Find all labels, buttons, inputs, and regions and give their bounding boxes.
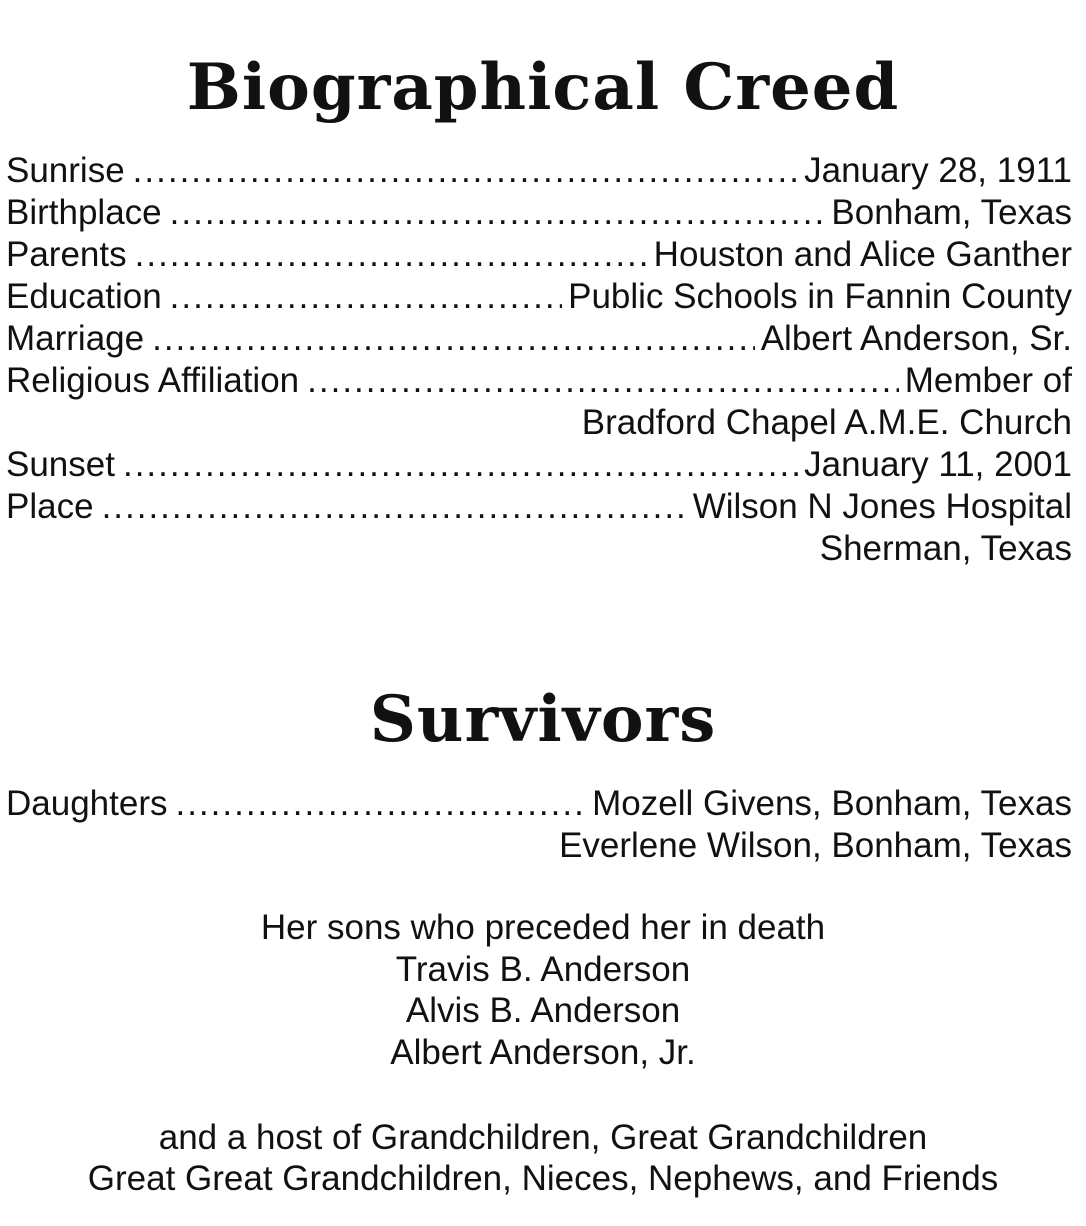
sunset-row — [6, 444, 1072, 486]
religious-affiliation-continuation: Bradford Chapel A.M.E. Church — [581, 403, 1072, 442]
dot-leader — [102, 486, 687, 528]
marriage-row — [6, 318, 1072, 360]
sons-heading: Her sons who preceded her in death — [260, 908, 826, 947]
daughters-row — [6, 783, 1072, 825]
place-continuation: Sherman, Texas — [819, 529, 1072, 568]
closing-line: and a host of Grandchildren, Great Grandchildren — [158, 1118, 928, 1157]
place-label: Place — [6, 487, 94, 526]
marriage-label: Marriage — [6, 319, 145, 358]
survivors-title: Survivors — [369, 682, 717, 757]
sunset-label: Sunset — [6, 445, 115, 484]
sunrise-row — [6, 150, 1072, 192]
dot-leader — [175, 783, 586, 825]
religious-affiliation-value: Member of — [904, 361, 1072, 400]
dot-leader — [152, 318, 755, 360]
dot-leader — [133, 150, 798, 192]
dot-leader — [307, 360, 899, 402]
son-name: Travis B. Anderson — [395, 950, 691, 989]
education-label: Education — [6, 277, 162, 316]
education-row — [6, 276, 1072, 318]
education-value: Public Schools in Fannin County — [568, 277, 1072, 316]
son-name: Albert Anderson, Jr. — [390, 1033, 696, 1072]
dot-leader — [170, 192, 826, 234]
birthplace-value: Bonham, Texas — [831, 193, 1072, 232]
place-row — [6, 486, 1072, 528]
biographical-creed-title: Biographical Creed — [186, 50, 900, 125]
religious-affiliation-label: Religious Affiliation — [6, 361, 300, 400]
daughter-name: Mozell Givens, Bonham, Texas — [592, 784, 1072, 823]
marriage-value: Albert Anderson, Sr. — [760, 319, 1072, 358]
sunset-value: January 11, 2001 — [804, 445, 1072, 484]
son-name: Alvis B. Anderson — [405, 991, 681, 1030]
place-value: Wilson N Jones Hospital — [692, 487, 1072, 526]
parents-label: Parents — [6, 235, 127, 274]
closing-line: Great Great Grandchildren, Nieces, Nephews, and Friends — [87, 1159, 999, 1198]
sunrise-label: Sunrise — [6, 151, 125, 190]
birthplace-row — [6, 192, 1072, 234]
sunrise-value: January 28, 1911 — [804, 151, 1072, 190]
birthplace-label: Birthplace — [6, 193, 162, 232]
dot-leader — [170, 276, 562, 318]
parents-row — [6, 234, 1072, 276]
daughters-label: Daughters — [6, 784, 168, 823]
daughter-name: Everlene Wilson, Bonham, Texas — [559, 826, 1072, 865]
religious-affiliation-row — [6, 360, 1072, 402]
parents-value: Houston and Alice Ganther — [653, 235, 1072, 274]
dot-leader — [123, 444, 798, 486]
dot-leader — [135, 234, 648, 276]
